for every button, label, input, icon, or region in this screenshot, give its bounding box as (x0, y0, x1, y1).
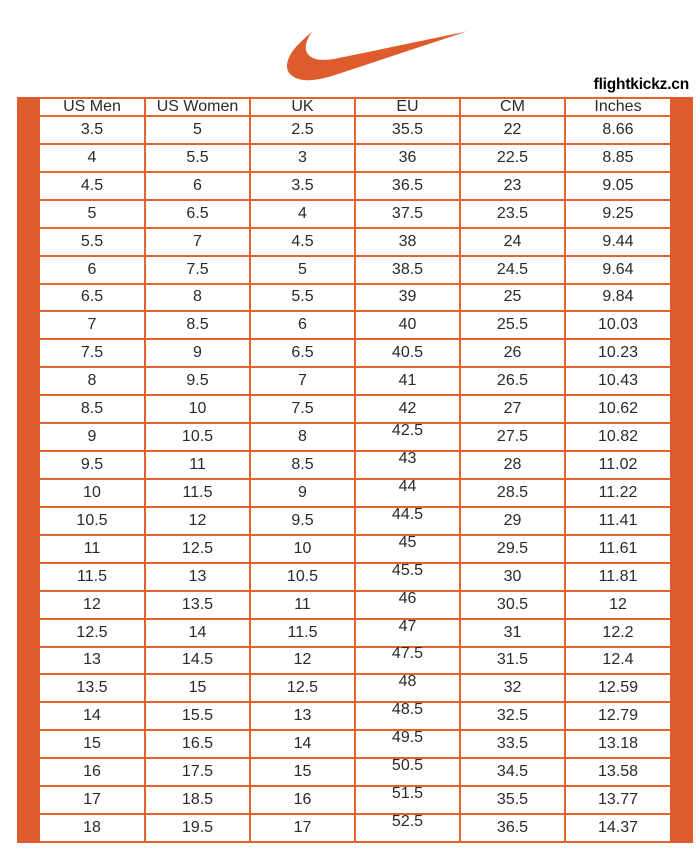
size-cell: 49.5 (355, 730, 460, 758)
size-cell: 30.5 (460, 591, 565, 619)
size-cell: 14.37 (565, 814, 670, 842)
table-row (40, 479, 670, 507)
size-cell: 33.5 (460, 730, 565, 758)
size-cell: 48 (355, 674, 460, 702)
table-row (40, 228, 670, 256)
left-accent-bar (17, 97, 40, 843)
size-cell: 13.5 (40, 674, 145, 702)
size-cell: 31 (460, 619, 565, 647)
size-cell: 22 (460, 116, 565, 144)
table-row (40, 339, 670, 367)
size-cell: 12.5 (250, 674, 355, 702)
size-cell: 44 (355, 479, 460, 507)
size-cell: 5.5 (250, 284, 355, 312)
size-cell: 19.5 (145, 814, 250, 842)
size-cell: 12.4 (565, 647, 670, 675)
size-cell: 26.5 (460, 367, 565, 395)
size-cell: 17 (250, 814, 355, 842)
size-cell: 9.05 (565, 172, 670, 200)
size-cell: 14 (250, 730, 355, 758)
size-cell: 47 (355, 619, 460, 647)
size-cell: 9.5 (250, 507, 355, 535)
size-cell: 12 (145, 507, 250, 535)
size-conversion-chart (17, 97, 693, 843)
size-cell: 8 (40, 367, 145, 395)
table-row (40, 284, 670, 312)
size-cell: 6.5 (145, 200, 250, 228)
size-cell: 8 (145, 284, 250, 312)
column-header: CM (460, 98, 565, 116)
size-cell: 9.25 (565, 200, 670, 228)
size-table (40, 97, 670, 843)
table-row (40, 116, 670, 144)
table-row (40, 507, 670, 535)
size-cell: 9 (250, 479, 355, 507)
size-cell: 24 (460, 228, 565, 256)
table-row (40, 172, 670, 200)
size-cell: 14 (145, 619, 250, 647)
size-cell: 7 (40, 311, 145, 339)
size-cell: 9 (145, 339, 250, 367)
table-row (40, 786, 670, 814)
size-cell: 15 (145, 674, 250, 702)
size-cell: 12 (565, 591, 670, 619)
size-cell: 46 (355, 591, 460, 619)
table-row (40, 758, 670, 786)
size-cell: 9.84 (565, 284, 670, 312)
size-cell: 35.5 (460, 786, 565, 814)
size-cell: 13.5 (145, 591, 250, 619)
table-row (40, 591, 670, 619)
size-cell: 15.5 (145, 702, 250, 730)
size-cell: 41 (355, 367, 460, 395)
size-cell: 10 (145, 395, 250, 423)
size-cell: 12.5 (145, 535, 250, 563)
size-cell: 11.02 (565, 451, 670, 479)
size-cell: 8.5 (250, 451, 355, 479)
size-cell: 8.5 (40, 395, 145, 423)
size-cell: 36 (355, 144, 460, 172)
size-cell: 8.85 (565, 144, 670, 172)
size-cell: 13 (250, 702, 355, 730)
size-cell: 13.58 (565, 758, 670, 786)
table-row (40, 535, 670, 563)
size-cell: 51.5 (355, 786, 460, 814)
size-cell: 31.5 (460, 647, 565, 675)
size-cell: 40.5 (355, 339, 460, 367)
size-cell: 10.5 (145, 423, 250, 451)
size-cell: 32.5 (460, 702, 565, 730)
size-cell: 16.5 (145, 730, 250, 758)
size-cell: 3 (250, 144, 355, 172)
size-cell: 5 (145, 116, 250, 144)
size-cell: 36.5 (355, 172, 460, 200)
size-cell: 7 (145, 228, 250, 256)
table-row (40, 730, 670, 758)
size-cell: 4 (40, 144, 145, 172)
size-cell: 42.5 (355, 423, 460, 451)
size-cell: 5 (40, 200, 145, 228)
size-cell: 45 (355, 535, 460, 563)
size-cell: 6 (40, 256, 145, 284)
table-row (40, 563, 670, 591)
size-cell: 10.23 (565, 339, 670, 367)
table-row (40, 144, 670, 172)
table-row (40, 395, 670, 423)
table-row (40, 367, 670, 395)
size-cell: 50.5 (355, 758, 460, 786)
column-header: Inches (565, 98, 670, 116)
size-cell: 10.03 (565, 311, 670, 339)
size-table-body (40, 116, 670, 842)
table-row (40, 619, 670, 647)
size-cell: 15 (40, 730, 145, 758)
size-cell: 11.22 (565, 479, 670, 507)
size-cell: 3.5 (40, 116, 145, 144)
size-cell: 7 (250, 367, 355, 395)
size-cell: 4.5 (40, 172, 145, 200)
table-row (40, 451, 670, 479)
size-cell: 7.5 (145, 256, 250, 284)
size-cell: 12.59 (565, 674, 670, 702)
size-cell: 11.5 (145, 479, 250, 507)
size-cell: 9.64 (565, 256, 670, 284)
size-cell: 11 (145, 451, 250, 479)
size-cell: 10.5 (250, 563, 355, 591)
size-cell: 18.5 (145, 786, 250, 814)
watermark-site-name: flightkickz.cn (593, 75, 689, 93)
size-cell: 13.77 (565, 786, 670, 814)
table-row (40, 647, 670, 675)
size-cell: 26 (460, 339, 565, 367)
size-cell: 13 (40, 647, 145, 675)
size-cell: 14.5 (145, 647, 250, 675)
size-cell: 11.61 (565, 535, 670, 563)
table-row (40, 814, 670, 842)
size-cell: 36.5 (460, 814, 565, 842)
size-cell: 23 (460, 172, 565, 200)
size-cell: 22.5 (460, 144, 565, 172)
size-cell: 6 (250, 311, 355, 339)
size-cell: 10.5 (40, 507, 145, 535)
size-table-head (40, 98, 670, 116)
column-header: US Women (145, 98, 250, 116)
size-cell: 12 (40, 591, 145, 619)
size-cell: 5 (250, 256, 355, 284)
right-accent-bar (670, 97, 693, 843)
size-cell: 28.5 (460, 479, 565, 507)
size-cell: 5.5 (40, 228, 145, 256)
size-cell: 16 (40, 758, 145, 786)
size-cell: 9.5 (40, 451, 145, 479)
size-cell: 6 (145, 172, 250, 200)
size-cell: 10.43 (565, 367, 670, 395)
size-cell: 29 (460, 507, 565, 535)
size-cell: 8 (250, 423, 355, 451)
size-cell: 34.5 (460, 758, 565, 786)
size-cell: 5.5 (145, 144, 250, 172)
size-cell: 4.5 (250, 228, 355, 256)
size-cell: 10 (40, 479, 145, 507)
size-cell: 8.5 (145, 311, 250, 339)
size-cell: 2.5 (250, 116, 355, 144)
size-cell: 38 (355, 228, 460, 256)
size-cell: 52.5 (355, 814, 460, 842)
size-cell: 25 (460, 284, 565, 312)
size-cell: 43 (355, 451, 460, 479)
table-row (40, 200, 670, 228)
size-cell: 12.2 (565, 619, 670, 647)
table-row (40, 674, 670, 702)
size-cell: 11.5 (250, 619, 355, 647)
column-header: UK (250, 98, 355, 116)
size-cell: 13.18 (565, 730, 670, 758)
size-cell: 24.5 (460, 256, 565, 284)
table-row (40, 311, 670, 339)
page-header (0, 0, 700, 97)
size-cell: 37.5 (355, 200, 460, 228)
size-cell: 47.5 (355, 647, 460, 675)
size-cell: 17.5 (145, 758, 250, 786)
size-cell: 10.82 (565, 423, 670, 451)
size-cell: 32 (460, 674, 565, 702)
table-row (40, 256, 670, 284)
size-cell: 4 (250, 200, 355, 228)
size-cell: 25.5 (460, 311, 565, 339)
size-cell: 18 (40, 814, 145, 842)
size-cell: 42 (355, 395, 460, 423)
size-cell: 30 (460, 563, 565, 591)
size-cell: 6.5 (40, 284, 145, 312)
size-cell: 8.66 (565, 116, 670, 144)
size-cell: 17 (40, 786, 145, 814)
column-header: US Men (40, 98, 145, 116)
size-cell: 11.81 (565, 563, 670, 591)
size-cell: 27 (460, 395, 565, 423)
size-cell: 10 (250, 535, 355, 563)
size-cell: 11 (250, 591, 355, 619)
nike-swoosh-icon (287, 18, 467, 82)
size-cell: 13 (145, 563, 250, 591)
size-cell: 3.5 (250, 172, 355, 200)
size-cell: 40 (355, 311, 460, 339)
size-cell: 39 (355, 284, 460, 312)
size-cell: 35.5 (355, 116, 460, 144)
table-row (40, 423, 670, 451)
size-cell: 12.79 (565, 702, 670, 730)
size-cell: 44.5 (355, 507, 460, 535)
size-cell: 7.5 (250, 395, 355, 423)
size-cell: 9.5 (145, 367, 250, 395)
size-cell: 15 (250, 758, 355, 786)
size-cell: 11 (40, 535, 145, 563)
size-cell: 14 (40, 702, 145, 730)
header-row (40, 98, 670, 116)
size-cell: 29.5 (460, 535, 565, 563)
size-cell: 16 (250, 786, 355, 814)
size-cell: 11.41 (565, 507, 670, 535)
size-cell: 38.5 (355, 256, 460, 284)
size-cell: 6.5 (250, 339, 355, 367)
size-cell: 10.62 (565, 395, 670, 423)
size-cell: 28 (460, 451, 565, 479)
size-cell: 11.5 (40, 563, 145, 591)
size-cell: 48.5 (355, 702, 460, 730)
size-cell: 45.5 (355, 563, 460, 591)
size-cell: 9 (40, 423, 145, 451)
size-cell: 23.5 (460, 200, 565, 228)
size-cell: 9.44 (565, 228, 670, 256)
size-cell: 27.5 (460, 423, 565, 451)
column-header: EU (355, 98, 460, 116)
size-cell: 12.5 (40, 619, 145, 647)
size-cell: 12 (250, 647, 355, 675)
table-row (40, 702, 670, 730)
size-cell: 7.5 (40, 339, 145, 367)
